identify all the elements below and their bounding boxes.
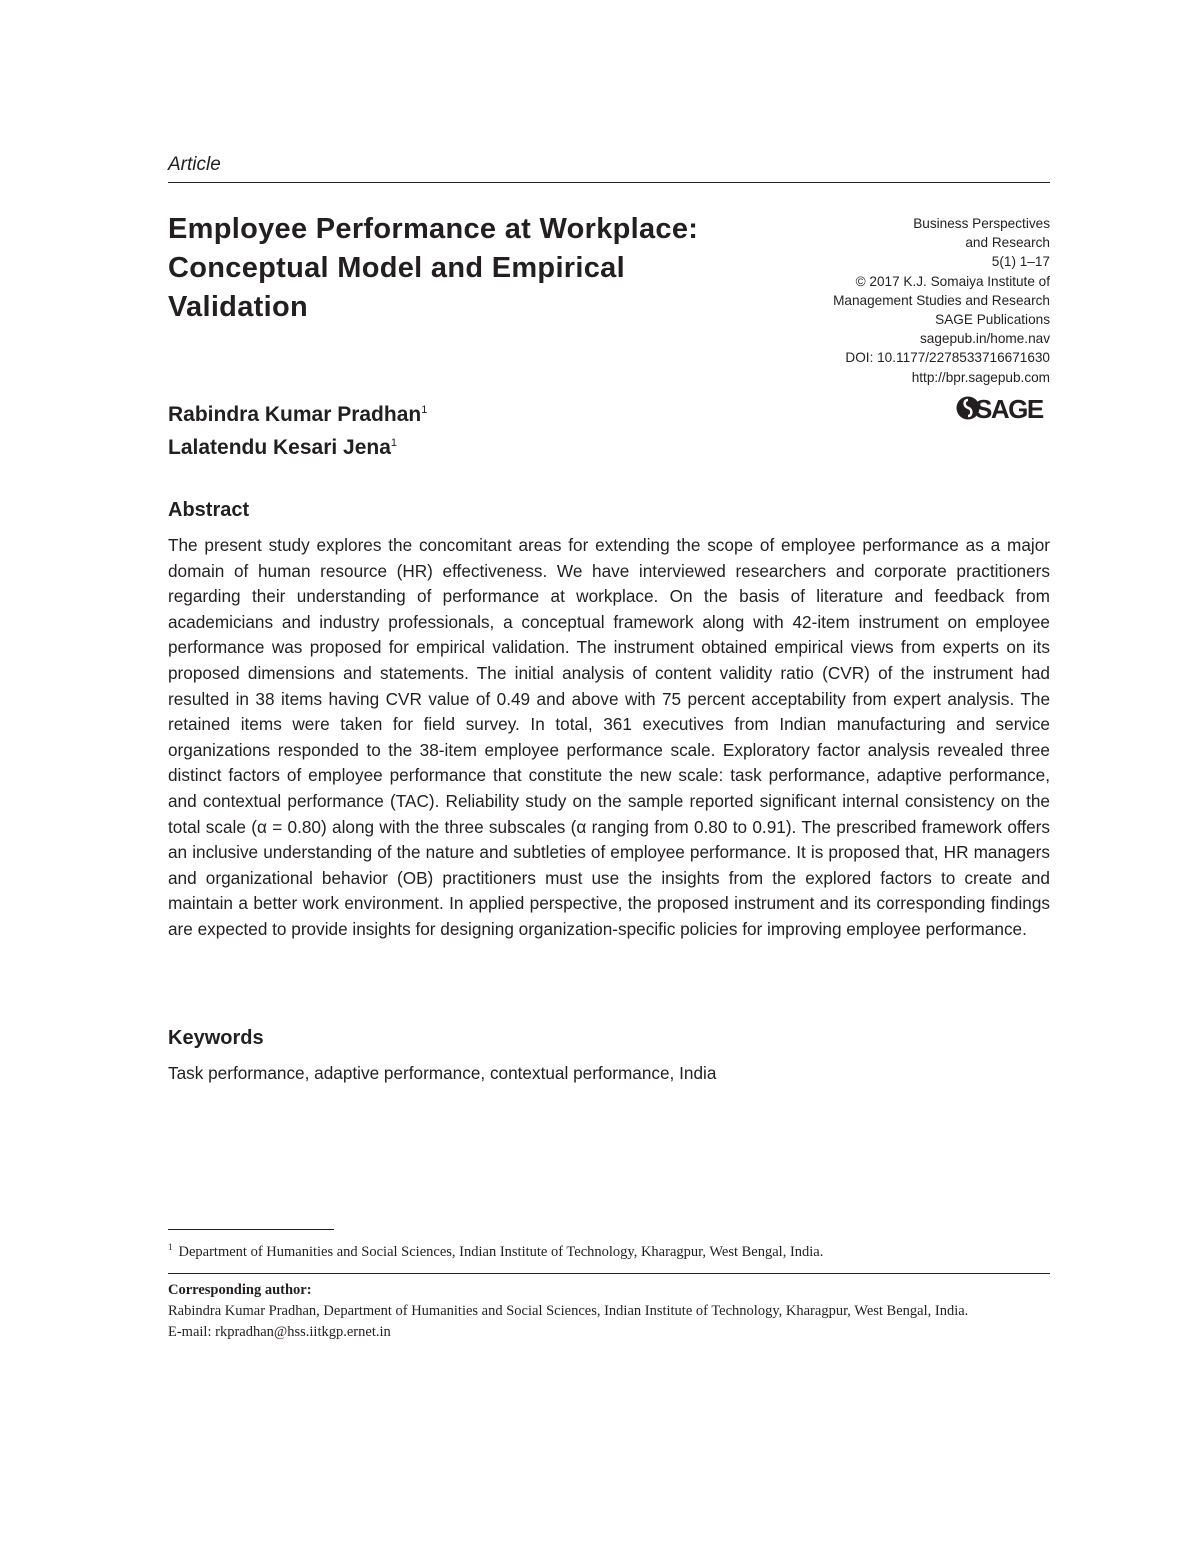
doi[interactable]: DOI: 10.1177/2278533716671630 [845,350,1050,366]
author-list [168,398,427,464]
title-line-1: Employee Performance at Workplace: [168,213,699,245]
footnote-rule [168,1229,334,1230]
journal-name-line-2: and Research [965,235,1050,251]
author-name: Lalatendu Kesari Jena [168,436,391,459]
corresponding-author-block [168,1280,1050,1343]
author-name: Rabindra Kumar Pradhan [168,403,422,426]
corresponding-author-email[interactable]: E-mail: rkpradhan@hss.iitkgp.ernet.in [168,1324,391,1340]
keywords-text: Task performance, adaptive performance, contextual performance, India [168,1063,717,1083]
affiliation-mark: 1 [390,437,398,449]
corresponding-author-heading: Corresponding author: [168,1282,312,1298]
author [168,398,427,431]
affiliation-mark: 1 [421,404,428,416]
footnote-mark: 1 [168,1242,173,1253]
copyright-line-1: © 2017 K.J. Somaiya Institute of [855,273,1050,289]
journal-name-line-1: Business Perspectives [913,216,1050,231]
paper-title [168,210,808,327]
copyright-line-2: Management Studies and Research [833,292,1050,308]
affiliation-footnote [168,1242,1050,1262]
sage-logo [955,392,1055,424]
author [168,431,427,464]
corresponding-author-rule [168,1273,1050,1274]
corresponding-author-address: Rabindra Kumar Pradhan, Department of Humanities and Social Sciences, Indian Institute of Technology, Kharagpur, West Bengal, India. [168,1303,969,1319]
journal-url[interactable]: http://bpr.sagepub.com [911,369,1050,385]
keywords-heading: Keywords [168,1027,264,1049]
article-type-label: Article [168,154,221,175]
journal-info [720,214,1050,387]
publisher-name: SAGE Publications [935,312,1050,328]
publisher-url[interactable]: sagepub.in/home.nav [920,331,1050,347]
sage-logo-text: SAGE [975,394,1043,424]
footnote-text: Department of Humanities and Social Sciences, Indian Institute of Technology, Kharagpur, West Bengal, India. [178,1244,824,1260]
header-rule [168,182,1050,183]
journal-volume: 5(1) 1–17 [991,254,1050,270]
abstract-heading: Abstract [168,499,250,521]
abstract-text: The present study explores the concomitant areas for extending the scope of employee performance as a major domain of human resource (HR) effectiveness. We have interviewed researchers and corporate practitioners regarding their understanding of performance at workplace. On the basis of literature and feedback from academicians and industry professionals, a conceptual framework along with 42-item instrument on employee performance was proposed for empirical validation. The instrument obtained empirical views from experts on its proposed dimensions and statements. The initial analysis of content validity ratio (CVR) of the instrument had resulted in 38 items having CVR value of 0.49 and above with 75 percent acceptability from expert analysis. The retained items were taken for field survey. In total, 361 executives from Indian manufacturing and service organizations responded to the 38-item employee performance scale. Exploratory factor analysis revealed three distinct factors of employee performance that constitute the new scale: task performance, adaptive performance, and contextual performance (TAC). Reliability study on the sample reported significant internal consistency on the total scale (α = 0.80) along with the three subscales (α ranging from 0.80 to 0.91). The prescribed framework offers an inclusive understanding of the nature and subtleties of employee performance. It is proposed that, HR managers and organizational behavior (OB) practitioners must use the insights from the explored factors to create and maintain a better work environment. In applied perspective, the proposed instrument and its corresponding findings are expected to provide insights for designing organization-specific policies for improving employee performance. [168,535,1050,939]
title-line-2: Conceptual Model and Empirical [168,252,625,284]
title-line-3: Validation [168,291,308,323]
